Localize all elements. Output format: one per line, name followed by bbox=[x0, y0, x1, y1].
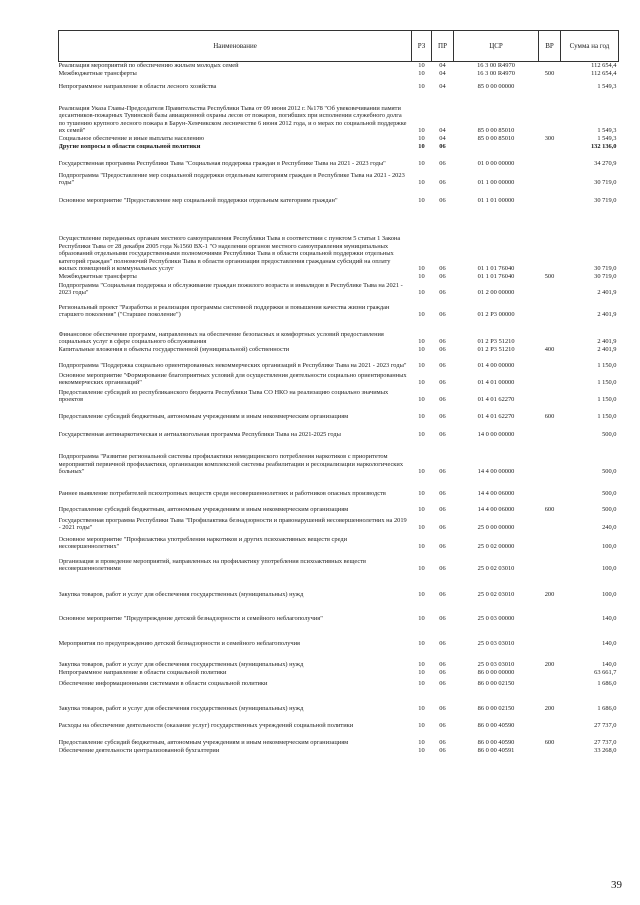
row-rz: 10 bbox=[418, 70, 425, 77]
row-name: Межбюджетные трансферты bbox=[58, 70, 137, 77]
row-pr: 06 bbox=[439, 311, 446, 318]
row-vr bbox=[539, 297, 561, 319]
row-rz: 10 bbox=[418, 83, 425, 90]
table-row bbox=[59, 205, 619, 273]
row-csr: 01 4 00 00000 bbox=[477, 362, 515, 369]
row-vr bbox=[539, 669, 561, 677]
row-pr: 06 bbox=[439, 346, 446, 353]
table-row bbox=[59, 532, 619, 551]
row-csr: 25 0 03 03010 bbox=[477, 661, 515, 668]
row-vr bbox=[539, 78, 561, 91]
row-pr: 06 bbox=[439, 197, 446, 204]
row-rz: 10 bbox=[418, 739, 425, 746]
row-name: Межбюджетные трансферты bbox=[58, 273, 137, 280]
row-csr: 01 4 01 00000 bbox=[477, 379, 515, 386]
row-csr: 01 1 01 00000 bbox=[477, 197, 515, 204]
row-pr: 06 bbox=[439, 273, 446, 280]
row-csr: 25 0 03 00000 bbox=[477, 615, 515, 622]
row-vr bbox=[539, 387, 561, 404]
row-name: Непрограммное направление в области социальной политики bbox=[58, 669, 227, 676]
row-name: Основное мероприятие "Профилактика употребления наркотиков и других психоактивных веществ среди несовершеннолетних" bbox=[58, 535, 348, 550]
row-csr: 86 0 00 02150 bbox=[477, 705, 515, 712]
row-rz: 10 bbox=[418, 143, 425, 150]
row-csr: 85 0 00 85010 bbox=[477, 135, 515, 142]
row-csr: 25 0 03 03010 bbox=[477, 640, 515, 647]
row-pr: 06 bbox=[439, 591, 446, 598]
table-row bbox=[59, 439, 619, 476]
table-row bbox=[59, 143, 619, 151]
row-csr: 86 0 00 40591 bbox=[477, 747, 515, 754]
row-vr bbox=[539, 62, 561, 70]
row-pr: 06 bbox=[439, 640, 446, 647]
row-sum: 500,0 bbox=[602, 468, 617, 475]
table-row bbox=[59, 91, 619, 135]
row-name: Обеспечение деятельности централизованной бухгалтерии bbox=[58, 747, 220, 754]
row-sum: 63 661,7 bbox=[594, 669, 617, 676]
page-number: 39 bbox=[611, 879, 622, 891]
row-name: Реализация мероприятий по обеспечению жильем молодых семей bbox=[58, 62, 239, 69]
table-row bbox=[59, 151, 619, 168]
row-rz: 10 bbox=[418, 669, 425, 676]
row-pr: 04 bbox=[439, 127, 446, 134]
row-name: Закупка товаров, работ и услуг для обеспечения государственных (муниципальных) нужд bbox=[58, 591, 304, 598]
row-csr: 25 0 00 00000 bbox=[477, 524, 515, 531]
table-row bbox=[59, 476, 619, 498]
row-vr bbox=[539, 677, 561, 688]
row-sum: 140,0 bbox=[602, 661, 617, 668]
row-csr: 01 1 00 00000 bbox=[477, 179, 515, 186]
row-sum: 2 401,9 bbox=[597, 289, 617, 296]
row-csr: 16 3 00 R4970 bbox=[477, 62, 515, 69]
row-name: Подпрограмма "Развитие региональной системы профилактики немедицинского потребления наркотиков с приоритетом мероприятий первичной профилактики, организация комплексной системы реабилитации и ресоциализации наркологических больных" bbox=[58, 453, 404, 475]
row-pr: 06 bbox=[439, 379, 446, 386]
row-vr bbox=[539, 476, 561, 498]
row-pr: 06 bbox=[439, 661, 446, 668]
row-csr: 86 0 00 40590 bbox=[477, 739, 515, 746]
row-sum: 1 549,3 bbox=[597, 83, 617, 90]
row-vr: 500 bbox=[544, 70, 555, 77]
row-pr: 06 bbox=[439, 615, 446, 622]
row-name: Социальное обеспечение и иные выплаты населению bbox=[58, 135, 205, 142]
row-sum: 2 401,9 bbox=[597, 346, 617, 353]
row-vr bbox=[539, 370, 561, 387]
table-row bbox=[59, 281, 619, 297]
row-sum: 1 686,0 bbox=[597, 705, 617, 712]
table-row bbox=[59, 514, 619, 532]
row-vr: 200 bbox=[544, 705, 555, 712]
row-sum: 500,0 bbox=[602, 506, 617, 513]
row-pr: 06 bbox=[439, 265, 446, 272]
row-sum: 30 719,0 bbox=[594, 265, 617, 272]
row-name: Региональный проект "Разработка и реализация программы системной поддержки и повышения качества жизни граждан старшего поколения" ("Старшее поколение") bbox=[58, 303, 390, 318]
row-pr: 06 bbox=[439, 565, 446, 572]
row-rz: 10 bbox=[418, 705, 425, 712]
row-csr: 86 0 00 02150 bbox=[477, 680, 515, 687]
header-name: Наименование bbox=[59, 31, 412, 62]
row-name: Осуществление переданных органам местного самоуправления Республики Тыва в соответствии с пунктом 5 статьи 1 Закона Республики Тыва от 28 декабря 2005 года №1560 ВХ-1 "О наделении органов местного самоуправления муниципальных образований отдельными государственными полномочиями Республики Тыва в области социальной поддержки отдельных категорий граждан" полномочий Республики Тыва в области организации предоставления гражданам субсидий на оплату жилых помещений и коммунальных услуг bbox=[58, 235, 401, 272]
row-name: Обеспечение информационными системами в области социальной политики bbox=[58, 680, 268, 687]
row-rz: 10 bbox=[418, 160, 425, 167]
row-sum: 27 737,0 bbox=[594, 722, 617, 729]
table-row bbox=[59, 78, 619, 91]
row-sum: 100,0 bbox=[602, 565, 617, 572]
row-csr: 86 0 00 00000 bbox=[477, 669, 515, 676]
table-row bbox=[59, 297, 619, 319]
row-rz: 10 bbox=[418, 640, 425, 647]
table-row bbox=[59, 319, 619, 346]
table-header-row bbox=[59, 31, 619, 62]
row-rz: 10 bbox=[418, 524, 425, 531]
header-sum: Сумма на год bbox=[561, 31, 619, 62]
table-row bbox=[59, 346, 619, 354]
table-body bbox=[59, 62, 619, 755]
header-rz: РЗ bbox=[412, 31, 432, 62]
table-row bbox=[59, 648, 619, 669]
row-vr bbox=[539, 532, 561, 551]
row-pr: 06 bbox=[439, 289, 446, 296]
row-csr: 25 0 02 03010 bbox=[477, 591, 515, 598]
row-name: Непрограммное направление в области лесного хозяйства bbox=[58, 83, 217, 90]
row-rz: 10 bbox=[418, 413, 425, 420]
row-sum: 1 150,0 bbox=[597, 396, 617, 403]
header-vr: ВР bbox=[539, 31, 561, 62]
row-name: Финансовое обеспечение программ, направленных на обеспечение безопасных и комфортных условий предоставления социальных услуг в сфере социального обслуживания bbox=[58, 330, 384, 345]
row-sum: 500,0 bbox=[602, 431, 617, 438]
row-rz: 10 bbox=[418, 346, 425, 353]
row-name: Основное мероприятие "Предупреждение детской безнадзорности и семейного неблагополучия" bbox=[58, 615, 323, 622]
table-row bbox=[59, 747, 619, 755]
table-row bbox=[59, 551, 619, 573]
table-row bbox=[59, 387, 619, 404]
row-rz: 10 bbox=[418, 661, 425, 668]
row-pr: 06 bbox=[439, 524, 446, 531]
row-name: Организация и проведение мероприятий, направленных на профилактику употребления психоактивных веществ несовершеннолетними bbox=[58, 557, 367, 572]
row-csr: 01 4 01 62270 bbox=[477, 413, 515, 420]
row-rz: 10 bbox=[418, 379, 425, 386]
table-row bbox=[59, 669, 619, 677]
row-rz: 10 bbox=[418, 431, 425, 438]
row-name: Государственная антинаркотическая и антиалкогольная программа Республики Тыва на 2021-2025 годы bbox=[58, 431, 341, 438]
row-sum: 500,0 bbox=[602, 490, 617, 497]
row-rz: 10 bbox=[418, 135, 425, 142]
row-pr: 06 bbox=[439, 739, 446, 746]
row-vr bbox=[539, 421, 561, 439]
row-vr bbox=[539, 143, 561, 151]
row-rz: 10 bbox=[418, 543, 425, 550]
row-vr bbox=[539, 205, 561, 273]
row-name: Предоставление субсидий бюджетным, автономным учреждениям и иным некоммерческим организациям bbox=[58, 413, 349, 420]
row-pr: 06 bbox=[439, 705, 446, 712]
row-sum: 2 401,9 bbox=[597, 311, 617, 318]
row-vr bbox=[539, 551, 561, 573]
row-sum: 100,0 bbox=[602, 543, 617, 550]
table-row bbox=[59, 623, 619, 648]
row-pr: 06 bbox=[439, 468, 446, 475]
row-rz: 10 bbox=[418, 722, 425, 729]
row-csr: 25 0 02 03010 bbox=[477, 565, 515, 572]
row-name: Предоставление субсидий бюджетным, автономным учреждениям и иным некоммерческим организациям bbox=[58, 739, 349, 746]
row-pr: 06 bbox=[439, 490, 446, 497]
row-vr bbox=[539, 168, 561, 187]
row-sum: 27 737,0 bbox=[594, 739, 617, 746]
row-sum: 30 719,0 bbox=[594, 273, 617, 280]
row-csr: 01 2 P3 00000 bbox=[477, 311, 515, 318]
budget-table bbox=[58, 30, 619, 755]
table-row bbox=[59, 599, 619, 623]
row-sum: 1 549,3 bbox=[597, 127, 617, 134]
row-vr bbox=[539, 713, 561, 730]
row-rz: 10 bbox=[418, 747, 425, 754]
row-pr: 06 bbox=[439, 669, 446, 676]
row-sum: 140,0 bbox=[602, 640, 617, 647]
row-pr: 06 bbox=[439, 722, 446, 729]
row-rz: 10 bbox=[418, 127, 425, 134]
row-pr: 06 bbox=[439, 362, 446, 369]
row-name: Государственная программа Республики Тыва "Социальная поддержка граждан в Республике Тыва на 2021 - 2023 годы" bbox=[58, 160, 386, 167]
budget-sheet bbox=[58, 30, 618, 755]
row-vr: 600 bbox=[544, 506, 555, 513]
row-rz: 10 bbox=[418, 615, 425, 622]
row-pr: 06 bbox=[439, 506, 446, 513]
row-pr: 06 bbox=[439, 431, 446, 438]
row-rz: 10 bbox=[418, 680, 425, 687]
row-csr bbox=[454, 143, 539, 151]
row-sum: 132 136,0 bbox=[590, 143, 617, 150]
row-sum: 2 401,9 bbox=[597, 338, 617, 345]
row-csr: 01 0 00 00000 bbox=[477, 160, 515, 167]
table-row bbox=[59, 168, 619, 187]
row-name: Раннее выявление потребителей психотропных веществ среди несовершеннолетних и работников опасных производств bbox=[58, 490, 386, 497]
row-name: Подпрограмма "Предоставление мер социальной поддержки отдельным категориям граждан в Республике Тыва на 2021 - 2023 годы" bbox=[58, 171, 405, 186]
row-sum: 1 686,0 bbox=[597, 680, 617, 687]
row-rz: 10 bbox=[418, 591, 425, 598]
table-row bbox=[59, 404, 619, 421]
row-csr: 85 0 00 85010 bbox=[477, 127, 515, 134]
row-csr: 01 2 P3 51210 bbox=[477, 338, 515, 345]
row-name: Государственная программа Республики Тыва "Профилактика безнадзорности и правонарушений несовершеннолетних на 2019 - 2021 годы" bbox=[58, 516, 407, 531]
row-name: Подпрограмма "Социальная поддержка и обслуживание граждан пожилого возраста и инвалидов в Республике Тыва на 2021 - 2023 годы" bbox=[58, 281, 403, 296]
row-name: Расходы на обеспечение деятельности (оказание услуг) государственных учреждений социальной политики bbox=[58, 722, 354, 729]
row-vr bbox=[539, 599, 561, 623]
row-rz: 10 bbox=[418, 396, 425, 403]
row-vr: 600 bbox=[544, 413, 555, 420]
table-row bbox=[59, 62, 619, 70]
row-name: Подпрограмма "Поддержка социально ориентированных некоммерческих организаций в Республике Тыва на 2021 - 2023 годы" bbox=[58, 362, 407, 369]
row-rz: 10 bbox=[418, 179, 425, 186]
row-vr bbox=[539, 91, 561, 135]
row-csr: 86 0 00 40590 bbox=[477, 722, 515, 729]
row-pr: 06 bbox=[439, 160, 446, 167]
row-sum: 1 150,0 bbox=[597, 362, 617, 369]
table-row bbox=[59, 573, 619, 599]
table-row bbox=[59, 187, 619, 205]
row-vr bbox=[539, 281, 561, 297]
row-name: Основное мероприятие "Формирование благоприятных условий для осуществления деятельности социально ориентированных некоммерческих организаций" bbox=[58, 371, 407, 386]
row-csr: 01 4 01 62270 bbox=[477, 396, 515, 403]
row-csr: 16 3 00 R4970 bbox=[477, 70, 515, 77]
header-pr: ПР bbox=[432, 31, 454, 62]
row-name: Предоставление субсидий из республиканского бюджета Республики Тыва СО НКО на реализацию социально значимых проектов bbox=[58, 388, 389, 403]
row-sum: 34 270,9 bbox=[594, 160, 617, 167]
row-sum: 240,0 bbox=[602, 524, 617, 531]
row-vr: 600 bbox=[544, 739, 555, 746]
row-pr: 04 bbox=[439, 135, 446, 142]
row-pr: 06 bbox=[439, 543, 446, 550]
row-pr: 04 bbox=[439, 83, 446, 90]
row-vr: 300 bbox=[544, 135, 555, 142]
row-vr bbox=[539, 354, 561, 370]
row-rz: 10 bbox=[418, 62, 425, 69]
row-vr: 500 bbox=[544, 273, 555, 280]
table-row bbox=[59, 677, 619, 688]
row-pr: 04 bbox=[439, 70, 446, 77]
row-name: Реализация Указа Главы-Председателя Правительства Республики Тыва от 09 июня 2012 г. №178 "Об увековечивании памяти десантников-пожарных Тувинской базы авиационной охраны лесов от пожаров, погибших при исполнении служебного долга по тушению крупного лесного пожара в Барун-Хемчикском лесничестве 6 июня 2012 года, и о мерах по социальной поддержке их семей" bbox=[58, 104, 407, 134]
row-sum: 1 150,0 bbox=[597, 379, 617, 386]
row-pr: 06 bbox=[439, 338, 446, 345]
row-rz: 10 bbox=[418, 265, 425, 272]
table-row bbox=[59, 354, 619, 370]
row-pr: 06 bbox=[439, 143, 446, 150]
row-name: Закупка товаров, работ и услуг для обеспечения государственных (муниципальных) нужд bbox=[58, 705, 304, 712]
row-sum: 1 549,3 bbox=[597, 135, 617, 142]
row-vr bbox=[539, 187, 561, 205]
table-row bbox=[59, 730, 619, 747]
row-csr: 01 1 01 76040 bbox=[477, 273, 515, 280]
table-row bbox=[59, 421, 619, 439]
row-rz: 10 bbox=[418, 197, 425, 204]
row-rz: 10 bbox=[418, 506, 425, 513]
row-csr: 14 4 00 06000 bbox=[477, 506, 515, 513]
row-sum: 30 719,0 bbox=[594, 179, 617, 186]
row-sum: 112 654,4 bbox=[591, 62, 617, 69]
row-rz: 10 bbox=[418, 565, 425, 572]
table-row bbox=[59, 713, 619, 730]
row-sum: 33 268,0 bbox=[594, 747, 617, 754]
row-rz: 10 bbox=[418, 311, 425, 318]
row-pr: 04 bbox=[439, 62, 446, 69]
row-vr bbox=[539, 151, 561, 168]
row-name: Мероприятия по предупреждению детской безнадзорности и семейного неблагополучия bbox=[58, 640, 300, 647]
row-sum: 112 654,4 bbox=[591, 70, 617, 77]
row-vr bbox=[539, 747, 561, 755]
table-row bbox=[59, 70, 619, 78]
row-vr: 400 bbox=[544, 346, 555, 353]
row-pr: 06 bbox=[439, 396, 446, 403]
row-pr: 06 bbox=[439, 179, 446, 186]
row-name: Основное мероприятие "Предоставление мер социальной поддержки отдельным категориям граждан" bbox=[58, 197, 338, 204]
row-sum: 140,0 bbox=[602, 615, 617, 622]
row-vr bbox=[539, 623, 561, 648]
row-sum: 30 719,0 bbox=[594, 197, 617, 204]
row-name: Капитальные вложения в объекты государственной (муниципальной) собственности bbox=[58, 346, 290, 353]
row-vr bbox=[539, 514, 561, 532]
row-csr: 25 0 02 00000 bbox=[477, 543, 515, 550]
row-vr: 200 bbox=[544, 661, 555, 668]
row-csr: 14 4 00 06000 bbox=[477, 490, 515, 497]
row-rz: 10 bbox=[418, 362, 425, 369]
row-rz: 10 bbox=[418, 490, 425, 497]
row-csr: 01 1 01 76040 bbox=[477, 265, 515, 272]
row-csr: 01 2 00 00000 bbox=[477, 289, 515, 296]
row-name: Закупка товаров, работ и услуг для обеспечения государственных (муниципальных) нужд bbox=[58, 661, 304, 668]
row-rz: 10 bbox=[418, 273, 425, 280]
row-vr bbox=[539, 439, 561, 476]
row-pr: 06 bbox=[439, 680, 446, 687]
row-csr: 85 0 00 00000 bbox=[477, 83, 515, 90]
header-csr: ЦСР bbox=[454, 31, 539, 62]
table-row bbox=[59, 273, 619, 281]
row-pr: 06 bbox=[439, 413, 446, 420]
row-vr: 200 bbox=[544, 591, 555, 598]
row-name: Предоставление субсидий бюджетным, автономным учреждениям и иным некоммерческим организациям bbox=[58, 506, 349, 513]
row-pr: 06 bbox=[439, 747, 446, 754]
row-rz: 10 bbox=[418, 468, 425, 475]
row-csr: 14 0 00 00000 bbox=[477, 431, 515, 438]
row-csr: 14 4 00 00000 bbox=[477, 468, 515, 475]
row-rz: 10 bbox=[418, 289, 425, 296]
table-row bbox=[59, 688, 619, 713]
row-name: Другие вопросы в области социальной политики bbox=[58, 143, 201, 150]
table-row bbox=[59, 370, 619, 387]
row-rz: 10 bbox=[418, 338, 425, 345]
table-row bbox=[59, 135, 619, 143]
row-vr bbox=[539, 319, 561, 346]
table-row bbox=[59, 498, 619, 514]
row-csr: 01 2 P3 51210 bbox=[477, 346, 515, 353]
row-sum: 1 150,0 bbox=[597, 413, 617, 420]
row-sum: 100,0 bbox=[602, 591, 617, 598]
